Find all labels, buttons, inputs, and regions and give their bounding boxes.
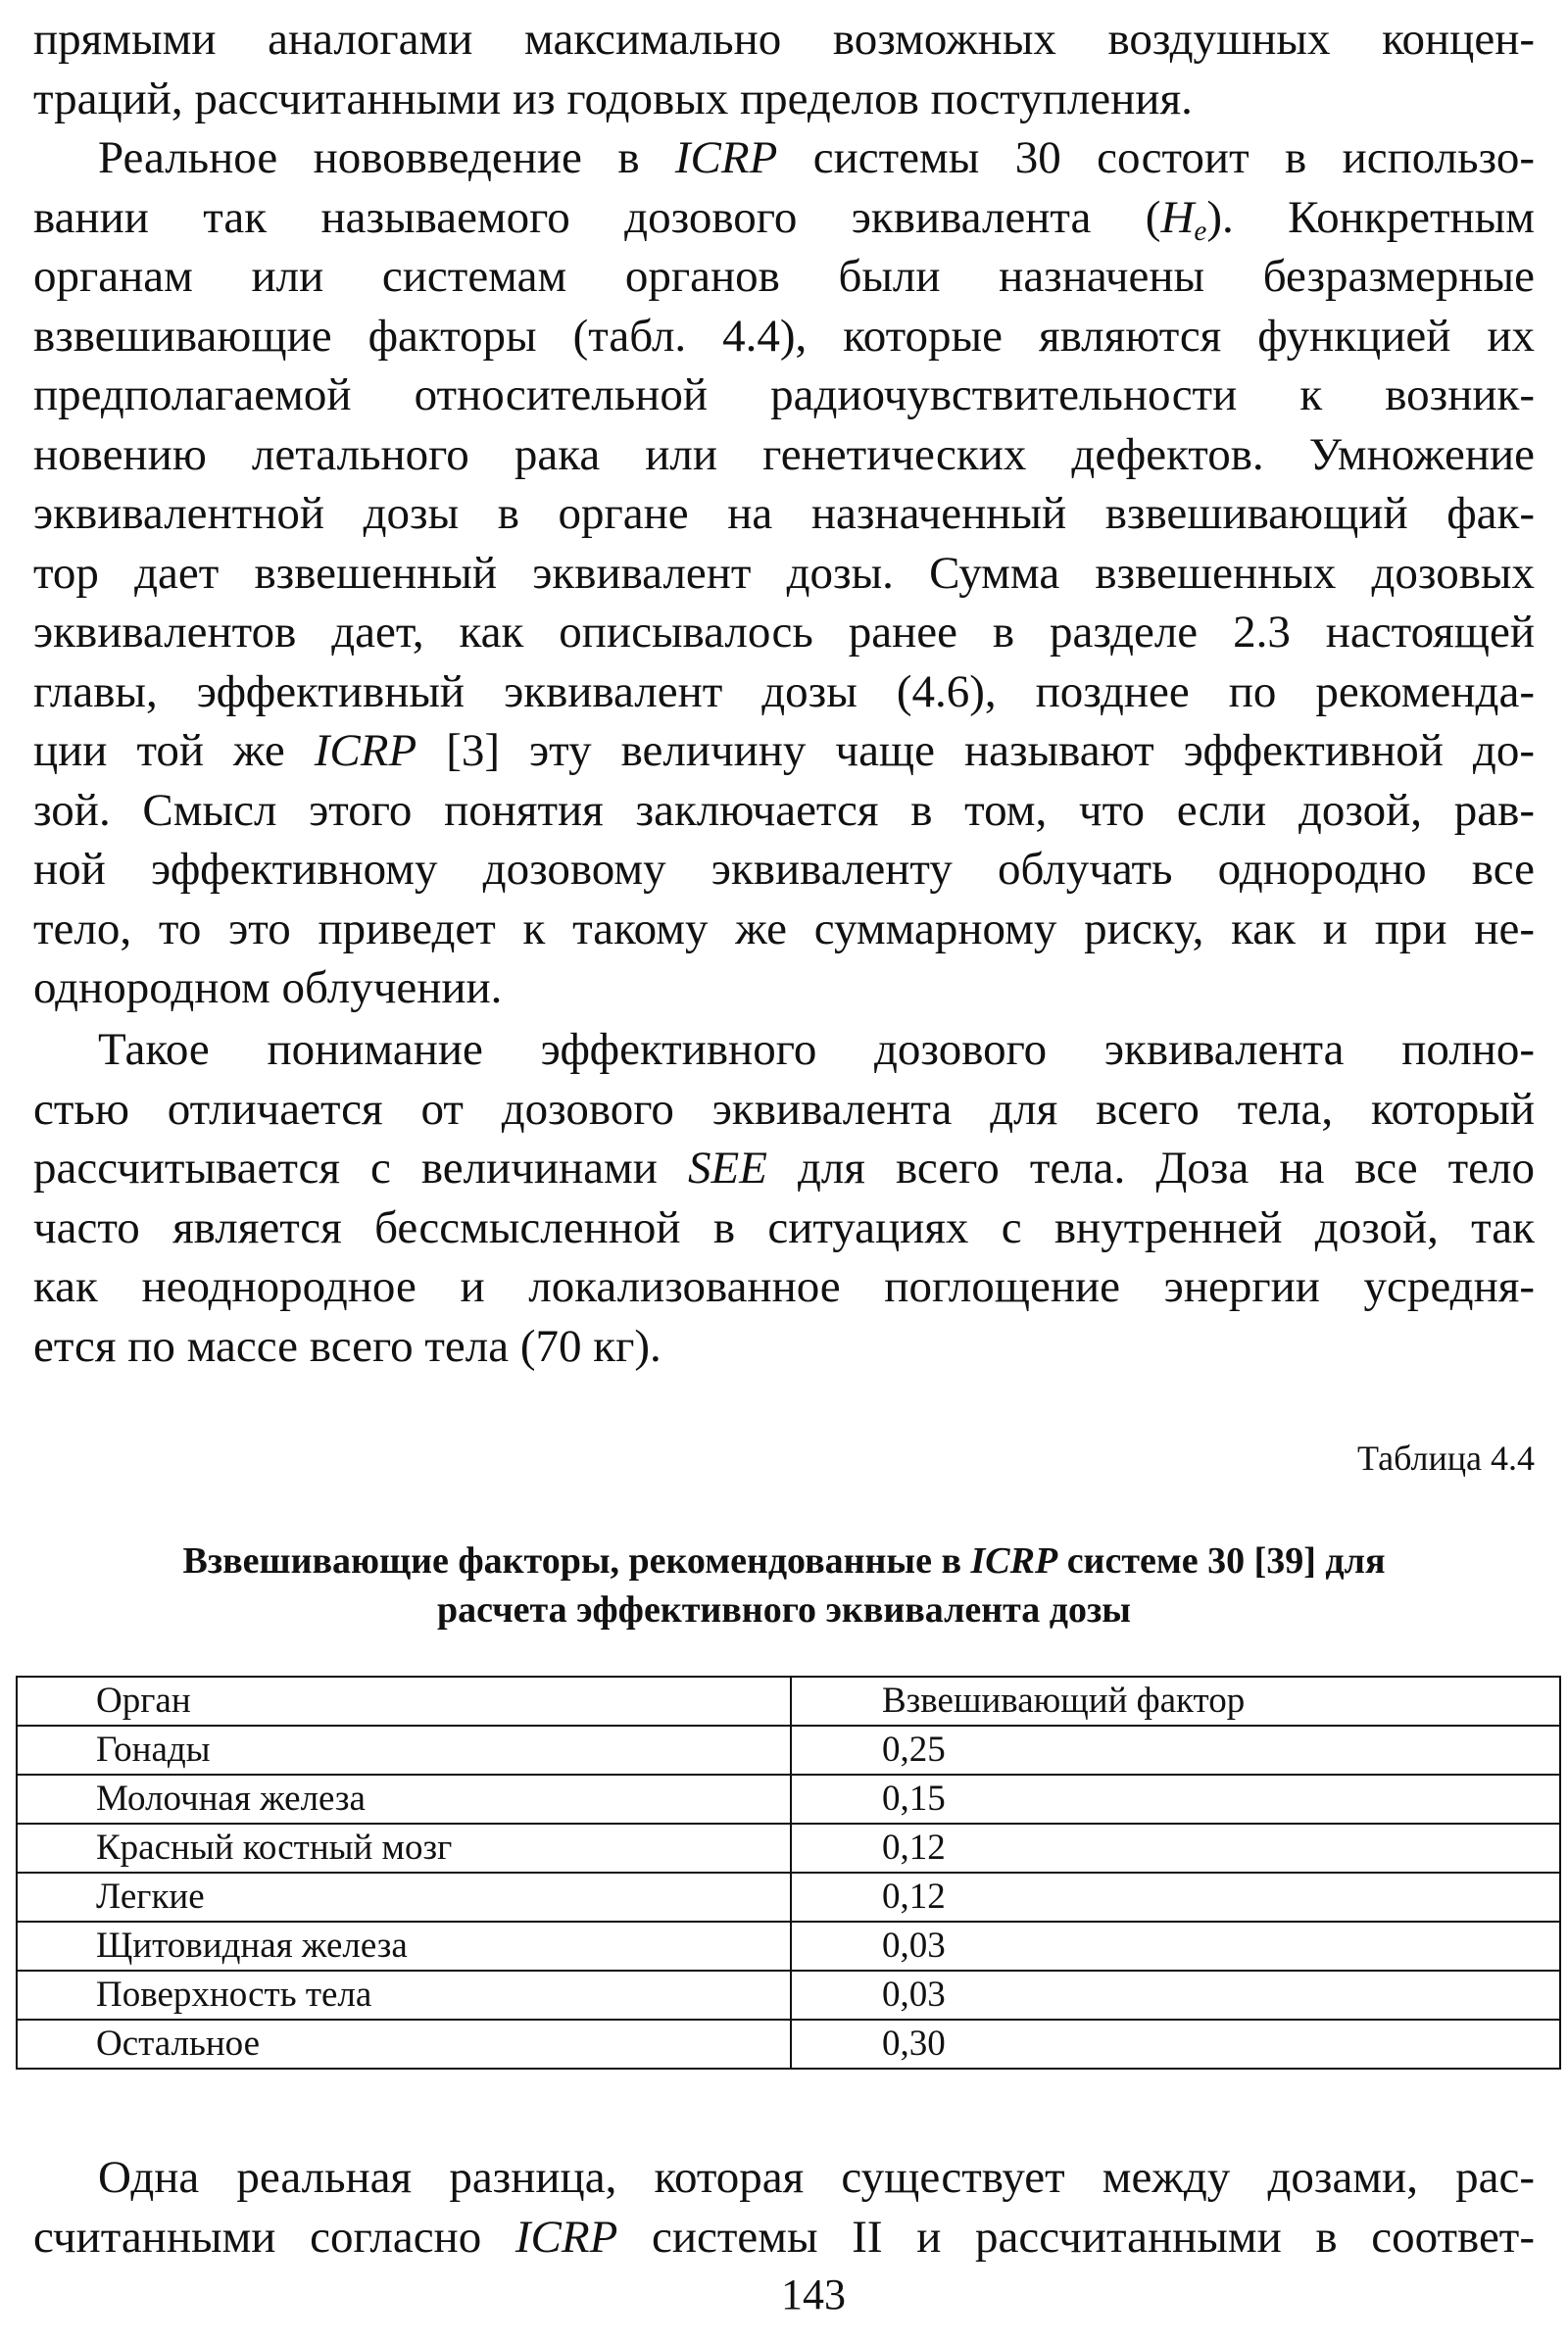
text-line bbox=[33, 128, 1535, 188]
page-number: 143 bbox=[781, 2270, 846, 2318]
text-run: Реальное нововведение в bbox=[98, 132, 675, 183]
text-line: ется по массе всего тела (70 кг). bbox=[33, 1320, 662, 1372]
text-line: траций, рассчитанными из годовых пределов поступления. bbox=[33, 73, 1193, 124]
text-line: как неоднородное и локализованное поглощение энергии усредня- bbox=[33, 1261, 1535, 1312]
text-run: системы II и рассчитанными в соответ- bbox=[617, 2211, 1535, 2263]
text-run: вании так называемого дозового эквивалента ( bbox=[33, 191, 1161, 243]
text-line: Одна реальная разница, которая существует между дозами, рас- bbox=[98, 2152, 1535, 2203]
text-run: для всего тела. Доза на все тело bbox=[766, 1143, 1535, 1194]
see-term: SEE bbox=[687, 1143, 767, 1194]
organ-cell: Молочная железа bbox=[17, 1775, 791, 1824]
text-line: взвешивающие факторы (табл. 4.4), которые являются функцией их bbox=[33, 310, 1535, 362]
organ-cell: Красный костный мозг bbox=[17, 1824, 791, 1873]
icrp-term: ICRP bbox=[514, 2211, 618, 2263]
factor-cell: 0,30 bbox=[791, 2020, 1560, 2069]
paragraph-4 bbox=[33, 2148, 1535, 2267]
table-row bbox=[17, 1922, 1560, 1971]
organ-cell: Поверхность тела bbox=[17, 1971, 791, 2020]
text-line: стью отличается от дозового эквивалента для всего тела, который bbox=[33, 1083, 1535, 1135]
organ-cell: Легкие bbox=[17, 1873, 791, 1922]
paragraph-3 bbox=[33, 1020, 1535, 1376]
title-run: расчета эффективного эквивалента дозы bbox=[437, 1589, 1131, 1631]
table-row bbox=[17, 1971, 1560, 2020]
text-run: ции той же bbox=[33, 725, 315, 776]
factor-cell: 0,03 bbox=[791, 1971, 1560, 2020]
factor-cell: 0,12 bbox=[791, 1873, 1560, 1922]
text-run: [3] эту величину чаще называют эффективной до- bbox=[416, 725, 1535, 776]
text-line bbox=[33, 721, 1535, 781]
text-line bbox=[33, 2208, 1535, 2268]
dose-subscript: e bbox=[1194, 215, 1207, 247]
title-run: системе 30 [39] для bbox=[1057, 1540, 1386, 1582]
text-line: часто является бессмысленной в ситуациях с внутренней дозой, так bbox=[33, 1201, 1535, 1253]
icrp-term: ICRP bbox=[314, 725, 417, 776]
header-organ: Орган bbox=[17, 1677, 791, 1726]
table-row bbox=[17, 1824, 1560, 1873]
text-line: зой. Смысл этого понятия заключается в том, что если дозой, рав- bbox=[33, 784, 1535, 836]
table-row bbox=[17, 2020, 1560, 2069]
organ-cell: Остальное bbox=[17, 2020, 791, 2069]
text-run: рассчитывается с величинами bbox=[33, 1143, 688, 1194]
factor-cell: 0,03 bbox=[791, 1922, 1560, 1971]
text-run: ). Конкретным bbox=[1206, 191, 1535, 243]
factor-cell: 0,15 bbox=[791, 1775, 1560, 1824]
text-line: ной эффективному дозовому эквиваленту облучать однородно все bbox=[33, 844, 1535, 895]
text-line: тело, то это приведет к такому же суммарному риску, как и при не- bbox=[33, 903, 1535, 954]
text-line: однородном облучении. bbox=[33, 962, 503, 1013]
text-line: новению летального рака или генетических дефектов. Умножение bbox=[33, 428, 1535, 480]
text-line: прямыми аналогами максимально возможных воздушных концен- bbox=[33, 14, 1535, 65]
paragraph-2 bbox=[33, 128, 1535, 1018]
icrp-term: ICRP bbox=[970, 1540, 1058, 1582]
text-line: Такое понимание эффективного дозового эквивалента полно- bbox=[98, 1024, 1535, 1075]
icrp-term: ICRP bbox=[674, 132, 778, 183]
factor-cell: 0,12 bbox=[791, 1824, 1560, 1873]
text-line: эквивалентов дает, как описывалось ранее в разделе 2.3 настоящей bbox=[33, 607, 1535, 658]
text-line: тор дает взвешенный эквивалент дозы. Сумма взвешенных дозовых bbox=[33, 547, 1535, 599]
table-row bbox=[17, 1775, 1560, 1824]
table-row bbox=[17, 1873, 1560, 1922]
text-line: органам или системам органов были назначены безразмерные bbox=[33, 251, 1535, 302]
text-run: считанными согласно bbox=[33, 2211, 515, 2263]
table-title bbox=[108, 1537, 1460, 1635]
text-line bbox=[33, 1139, 1535, 1198]
title-run: Взвешивающие факторы, рекомендованные в bbox=[182, 1540, 971, 1582]
header-factor: Взвешивающий фактор bbox=[791, 1677, 1560, 1726]
text-line: главы, эффективный эквивалент дозы (4.6), позднее по рекоменда- bbox=[33, 665, 1535, 717]
text-line: эквивалентной дозы в органе на назначенный взвешивающий фак- bbox=[33, 488, 1535, 539]
table-row bbox=[17, 1726, 1560, 1775]
table-number: Таблица 4.4 bbox=[1357, 1439, 1535, 1478]
organ-cell: Щитовидная железа bbox=[17, 1922, 791, 1971]
table-header-row bbox=[17, 1677, 1560, 1726]
text-line: предполагаемой относительной радиочувствительности к возник- bbox=[33, 369, 1535, 420]
paragraph-1 bbox=[33, 10, 1535, 128]
factor-cell: 0,25 bbox=[791, 1726, 1560, 1775]
text-line bbox=[33, 188, 1535, 248]
dose-symbol: H bbox=[1160, 191, 1195, 243]
organ-cell: Гонады bbox=[17, 1726, 791, 1775]
text-run: системы 30 состоит в использо- bbox=[777, 132, 1535, 183]
weighting-factors-table bbox=[16, 1676, 1561, 2070]
